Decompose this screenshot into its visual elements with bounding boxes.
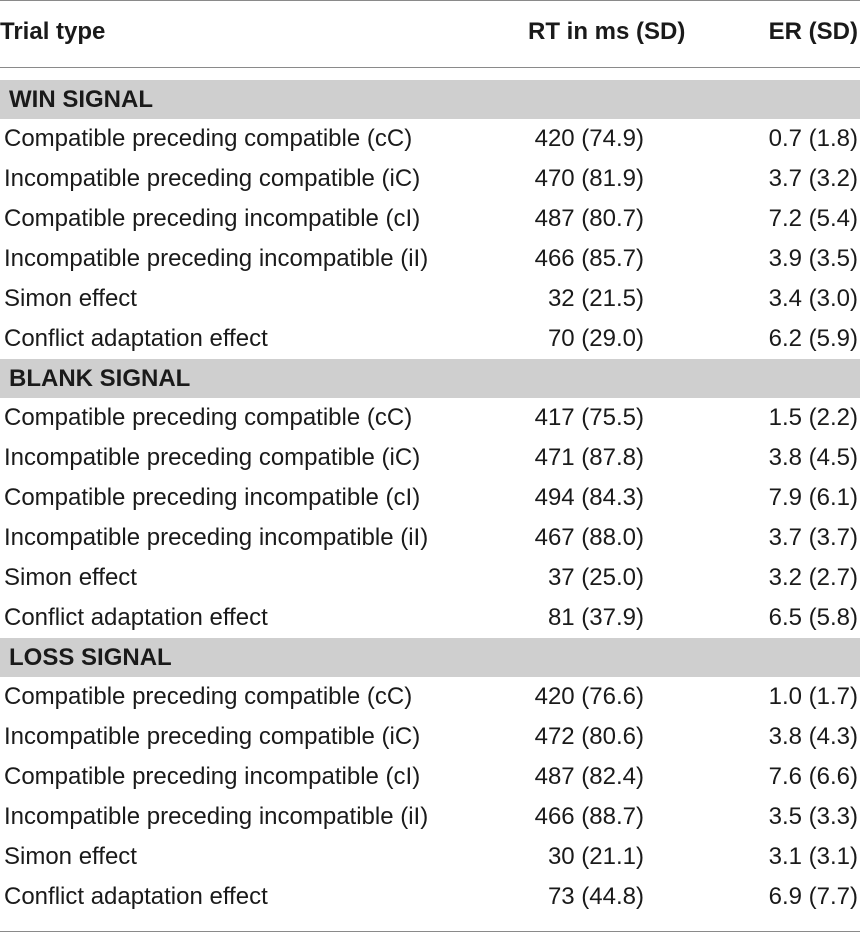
header-gap — [0, 68, 860, 80]
section-title: WIN SIGNAL — [9, 86, 153, 113]
table-row — [0, 319, 860, 359]
table-row — [0, 119, 860, 159]
row-rt-value: 487 (82.4) — [534, 763, 644, 790]
row-er-value: 7.2 (5.4) — [768, 205, 858, 232]
row-er-value: 1.5 (2.2) — [768, 404, 858, 431]
row-er-value: 3.7 (3.2) — [768, 165, 858, 192]
row-rt-value: 487 (80.7) — [534, 205, 644, 232]
bottom-rule — [0, 931, 860, 932]
row-label: Conflict adaptation effect — [4, 325, 268, 352]
row-rt-value: 470 (81.9) — [534, 165, 644, 192]
row-rt-value: 466 (85.7) — [534, 245, 644, 272]
row-label: Incompatible preceding incompatible (iI) — [4, 803, 429, 830]
table-row — [0, 757, 860, 797]
row-label: Incompatible preceding incompatible (iI) — [4, 245, 429, 272]
row-label: Compatible preceding incompatible (cI) — [4, 484, 421, 511]
table-row — [0, 159, 860, 199]
row-rt-value: 466 (88.7) — [534, 803, 644, 830]
table-row — [0, 598, 860, 638]
table-row — [0, 199, 860, 239]
row-label: Incompatible preceding compatible (iC) — [4, 723, 421, 750]
row-rt-value: 417 (75.5) — [534, 404, 644, 431]
table-header — [0, 1, 860, 67]
row-rt-value: 472 (80.6) — [534, 723, 644, 750]
table-row — [0, 837, 860, 877]
table-row — [0, 478, 860, 518]
table-body — [0, 80, 860, 917]
row-er-value: 6.5 (5.8) — [768, 604, 858, 631]
section-header — [0, 80, 860, 119]
row-rt-value: 73 (44.8) — [547, 883, 644, 910]
row-label: Conflict adaptation effect — [4, 883, 268, 910]
row-er-value: 1.0 (1.7) — [768, 683, 858, 710]
section-title: LOSS SIGNAL — [9, 644, 172, 671]
row-er-value: 6.9 (7.7) — [768, 883, 858, 910]
row-er-value: 3.5 (3.3) — [768, 803, 858, 830]
row-label: Incompatible preceding compatible (iC) — [4, 444, 421, 471]
row-rt-value: 420 (74.9) — [534, 125, 644, 152]
row-er-value: 3.8 (4.5) — [768, 444, 858, 471]
section-title: BLANK SIGNAL — [9, 365, 191, 392]
table-row — [0, 677, 860, 717]
row-rt-value: 471 (87.8) — [534, 444, 644, 471]
row-rt-value: 494 (84.3) — [534, 484, 644, 511]
row-er-value: 3.2 (2.7) — [768, 564, 858, 591]
table-row — [0, 438, 860, 478]
header-rt: RT in ms (SD) — [528, 18, 686, 45]
row-label: Compatible preceding incompatible (cI) — [4, 205, 421, 232]
header-er: ER (SD) — [768, 18, 858, 45]
table-row — [0, 518, 860, 558]
row-er-value: 3.4 (3.0) — [768, 285, 858, 312]
row-rt-value: 32 (21.5) — [547, 285, 644, 312]
row-er-value: 0.7 (1.8) — [768, 125, 858, 152]
table-row — [0, 558, 860, 598]
row-label: Compatible preceding compatible (cC) — [4, 125, 413, 152]
row-label: Conflict adaptation effect — [4, 604, 268, 631]
table-row — [0, 717, 860, 757]
table-row — [0, 877, 860, 917]
row-rt-value: 81 (37.9) — [547, 604, 644, 631]
table-row — [0, 279, 860, 319]
row-er-value: 3.9 (3.5) — [768, 245, 858, 272]
row-er-value: 7.9 (6.1) — [768, 484, 858, 511]
row-label: Compatible preceding compatible (cC) — [4, 683, 413, 710]
row-label: Compatible preceding incompatible (cI) — [4, 763, 421, 790]
section-header — [0, 359, 860, 398]
row-rt-value: 70 (29.0) — [547, 325, 644, 352]
row-er-value: 3.7 (3.7) — [768, 524, 858, 551]
header-trial-type: Trial type — [0, 18, 106, 45]
row-er-value: 3.8 (4.3) — [768, 723, 858, 750]
table-row — [0, 239, 860, 279]
row-rt-value: 30 (21.1) — [547, 843, 644, 870]
row-label: Simon effect — [4, 564, 137, 591]
row-rt-value: 420 (76.6) — [534, 683, 644, 710]
row-er-value: 7.6 (6.6) — [768, 763, 858, 790]
table-row — [0, 797, 860, 837]
row-label: Simon effect — [4, 843, 137, 870]
row-rt-value: 467 (88.0) — [534, 524, 644, 551]
row-label: Incompatible preceding compatible (iC) — [4, 165, 421, 192]
row-er-value: 6.2 (5.9) — [768, 325, 858, 352]
row-label: Compatible preceding compatible (cC) — [4, 404, 413, 431]
section-header — [0, 638, 860, 677]
row-er-value: 3.1 (3.1) — [768, 843, 858, 870]
row-label: Incompatible preceding incompatible (iI) — [4, 524, 429, 551]
row-label: Simon effect — [4, 285, 137, 312]
row-rt-value: 37 (25.0) — [547, 564, 644, 591]
table-row — [0, 398, 860, 438]
